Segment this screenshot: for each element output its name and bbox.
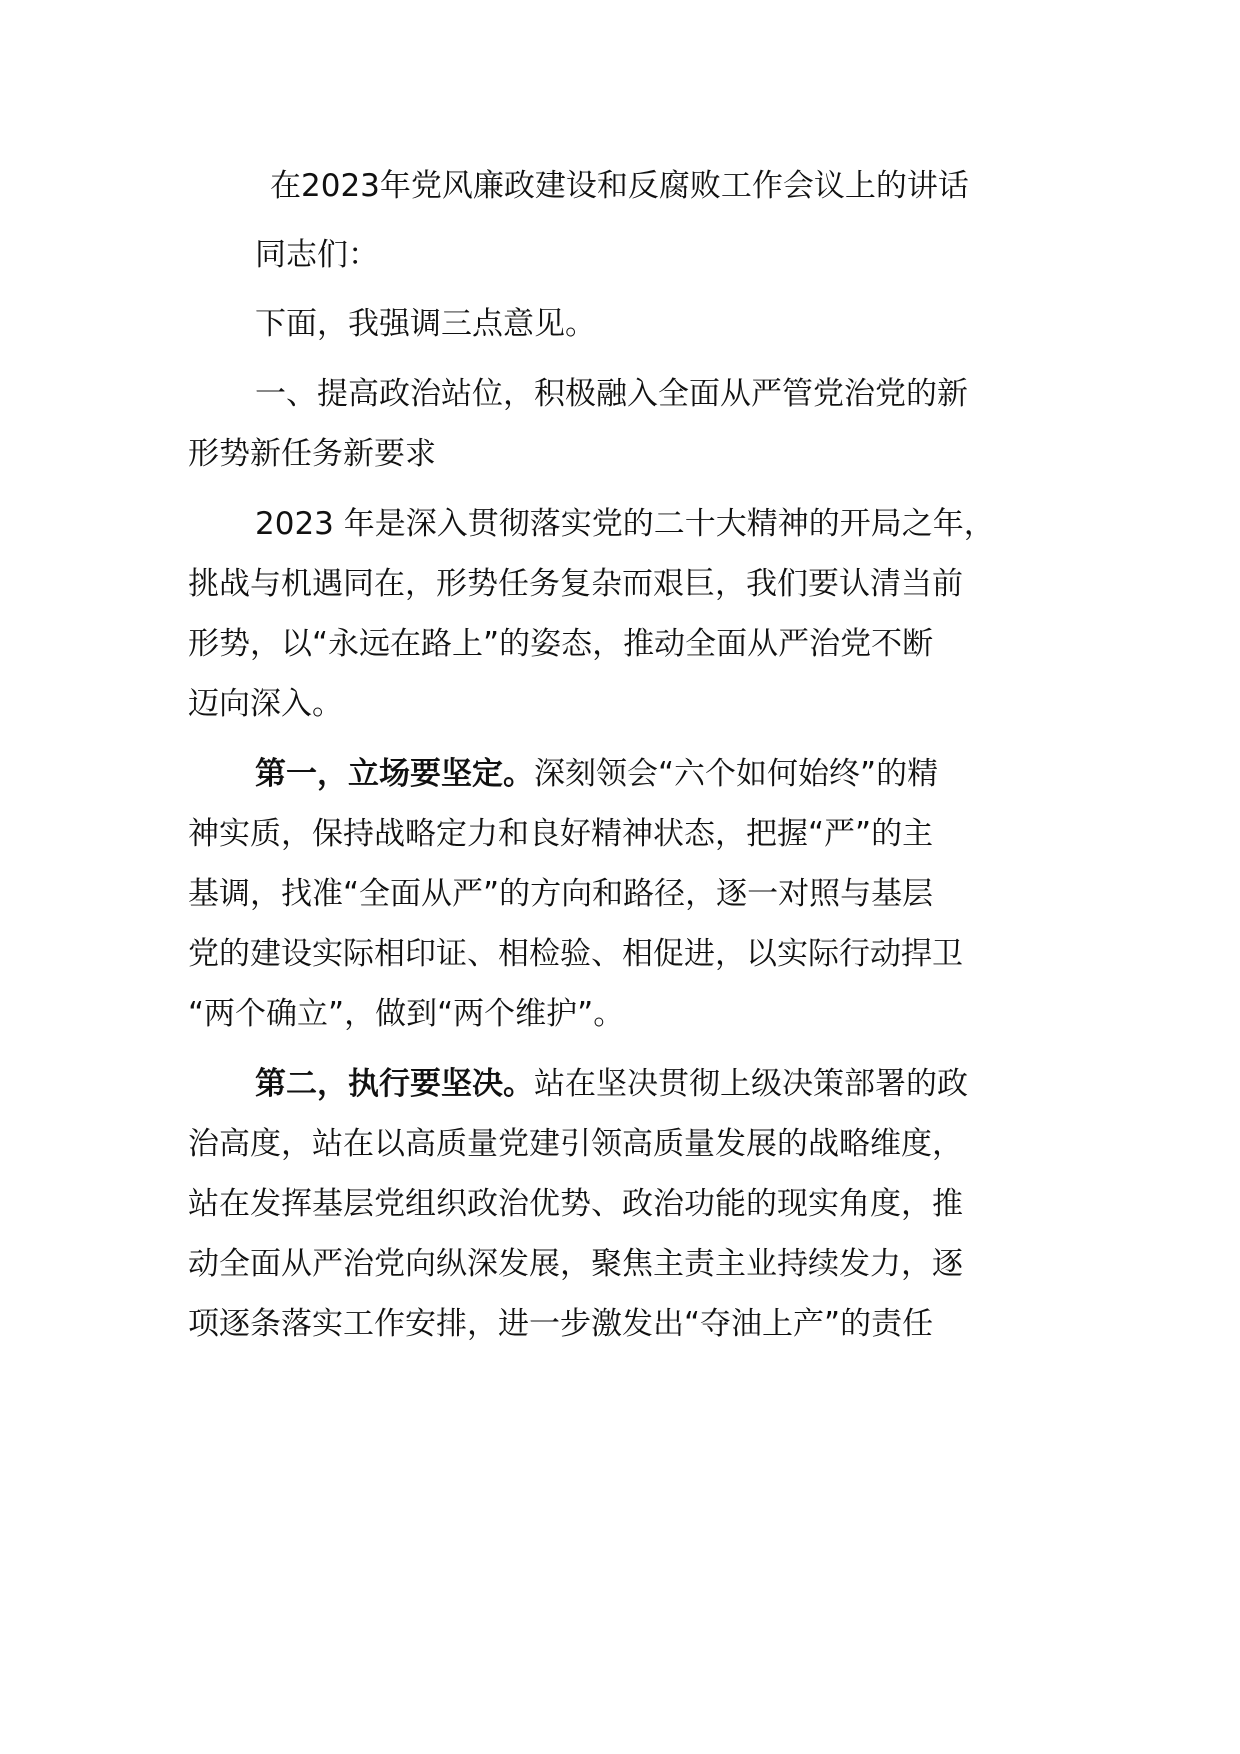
- section1-paragraph-line4: 迈向深入。: [188, 686, 343, 722]
- point1-line5: “两个确立”，做到“两个维护”。: [188, 996, 625, 1032]
- section1-paragraph-line2: 挑战与机遇同在，形势任务复杂而艰巨，我们要认清当前: [188, 566, 963, 602]
- point1-line1: [255, 752, 1068, 796]
- point2-line1: [255, 1062, 1068, 1106]
- section1-paragraph-line1: 2023 年是深入贯彻落实党的二十大精神的开局之年，: [255, 506, 995, 542]
- point2-line3: 站在发挥基层党组织政治优势、政治功能的现实角度，推: [188, 1186, 963, 1222]
- point2-line2: 治高度，站在以高质量党建引领高质量发展的战略维度，: [188, 1126, 963, 1162]
- point2-lead: 第二，执行要坚决。: [255, 1066, 534, 1102]
- point2-line4: 动全面从严治党向纵深发展，聚焦主责主业持续发力，逐: [188, 1246, 963, 1282]
- intro-paragraph: 下面，我强调三点意见。: [255, 306, 596, 342]
- point1-line1-text: 深刻领会“六个如何始终”的精: [534, 756, 939, 792]
- point2-line1-text: 站在坚决贯彻上级决策部署的政: [534, 1066, 968, 1102]
- point1-lead: 第一，立场要坚定。: [255, 756, 534, 792]
- section1-heading-line2: 形势新任务新要求: [188, 436, 436, 472]
- greeting: 同志们：: [255, 237, 379, 273]
- section1-heading-line1: 一、提高政治站位，积极融入全面从严管党治党的新: [255, 376, 968, 412]
- section1-paragraph-line3: 形势，以“永远在路上”的姿态，推动全面从严治党不断: [188, 626, 934, 662]
- point1-line2: 神实质，保持战略定力和良好精神状态，把握“严”的主: [188, 816, 934, 852]
- document-title: 在2023年党风廉政建设和反腐败工作会议上的讲话: [270, 168, 969, 204]
- point1-line4: 党的建设实际相印证、相检验、相促进，以实际行动捍卫: [188, 936, 963, 972]
- point1-line3: 基调，找准“全面从严”的方向和路径，逐一对照与基层: [188, 876, 934, 912]
- point2-line5: 项逐条落实工作安排，进一步激发出“夺油上产”的责任: [188, 1306, 934, 1342]
